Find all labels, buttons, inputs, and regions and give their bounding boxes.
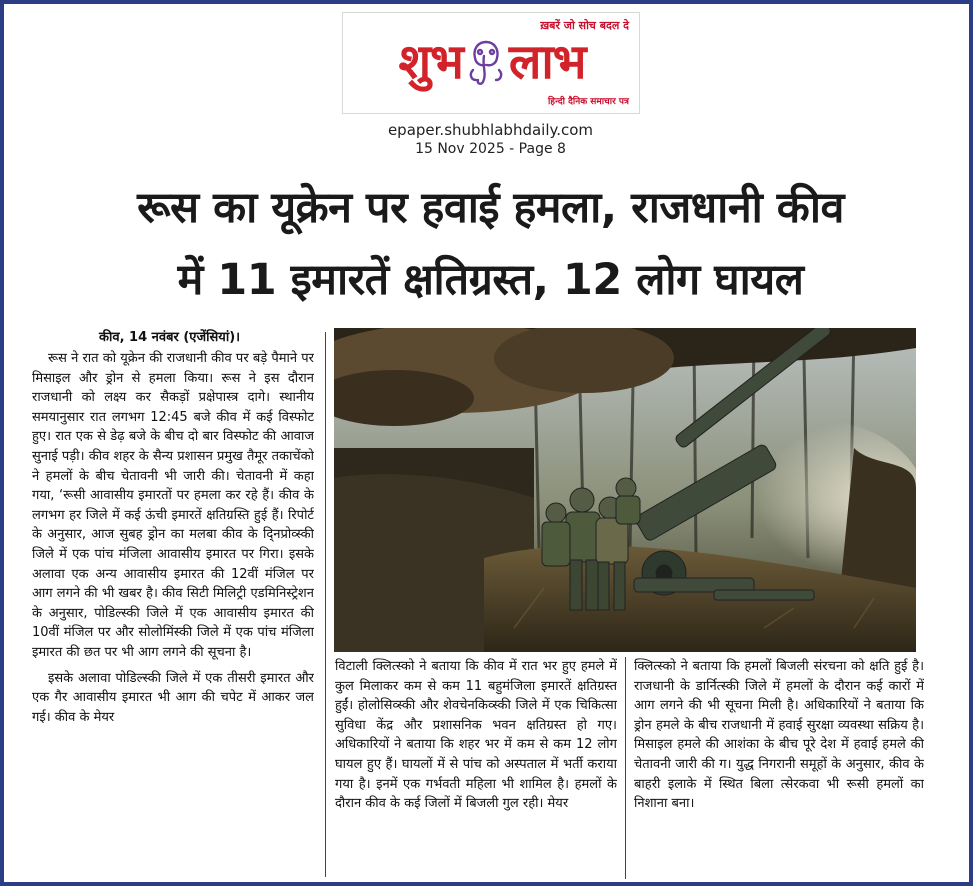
article-headline xyxy=(22,172,959,316)
masthead-logo[interactable] xyxy=(342,12,640,114)
epaper-url[interactable]: epaper.shubhlabhdaily.com xyxy=(387,121,594,139)
headline-line-2: में 11 इमारतें क्षतिग्रस्त, 12 लोग घायल xyxy=(177,255,804,305)
masthead-tagline: ख़बरें जो सोच बदल दे xyxy=(540,19,629,32)
edition-date-page: 15 Nov 2025 - Page 8 xyxy=(415,141,566,157)
article-dateline: कीव, 14 नवंबर (एजेंसियां)। xyxy=(99,330,241,345)
article-column-2 xyxy=(335,657,617,879)
column-divider xyxy=(625,657,626,879)
headline-line-1: रूस का यूक्रेन पर हवाई हमला, राजधानी कीव xyxy=(137,183,844,233)
soldiers-firing-howitzer-photo[interactable] xyxy=(334,328,916,652)
column-divider xyxy=(325,332,326,877)
column-1-paragraph-1: रूस ने रात को यूक्रेन की राजधानी कीव पर बड़े पैमाने पर मिसाइल और ड्रोन से हमला किया। रूस ने इस दौरान राजधानी को लक्ष्य कर सैकड़ों प्रक्षेपास्त्र दागे। स्थानीय समयानुसार रात लगभग 12:45 बजे कीव में कई विस्फोट हुए। रात एक से डेढ़ बजे के बीच दो बार विस्फोट की आवाज सुनाई पड़ी। कीव शहर के सैन्य प्रशासन प्रमुख तैमूर तकाचेंको ने हमलों के बीच चेतावनी भी जारी की। चेतावनी में कहा गया, ‘रूसी आवासीय इमारतों पर हमला कर रहे हैं। कीव के लगभग हर जिले में कई ऊंची इमारतें क्षतिग्रस्ति हुई हैं। रिपोर्ट के अनुसार, आज सुबह ड्रोन का मलबा कीव के दि्नप्रोव्स्की जिले में एक पांच मंजिला आवासीय इमारत पर गिरा। इसके अलावा एक अन्य आवासीय इमारत की 12वीं मंजिल पर आग लगने की भी खबर है। कीव सिटी मिलिट्री एडमिनिस्ट्रेशन के अनुसार, पोडिल्स्की जिले में एक आवासीय इमारत की 10वीं मंजिल पर और सोलोमिंस्की जिले में एक पांच मंजिला इमारत की छत पर भी आग लगने की सूचना है। xyxy=(32,351,314,660)
logo-word-right: लाभ xyxy=(508,34,586,90)
column-3-text: क्लित्स्को ने बताया कि हमलों बिजली संरचना को क्षति हुई है। राजधानी के डार्नित्स्की जिले में हमलों के दौरान कई कारों में आग लगने की भी सूचना मिली है। अधिकारियों ने बताया कि ड्रोन हमले के बीच राजधानी में हवाई सुरक्षा व्यवस्था सक्रिय है। मिसाइल हमले की आशंका के बीच पूरे देश में हवाई हमले की चेतावनी जारी की ग। युद्ध निगरानी समूहों के अनुसार, कीव के बाहरी इलाके में स्थित बिला त्सेरकवा भी रूसी हमलों का निशाना बना। xyxy=(634,659,924,812)
photo-illustration xyxy=(334,328,916,652)
logo-word-left: शुभ xyxy=(398,34,463,90)
logo-row xyxy=(349,31,635,93)
masthead-subtitle: हिन्दी दैनिक समाचार पत्र xyxy=(547,97,629,107)
column-1-paragraph-2: इसके अलावा पोडिल्स्की जिले में एक तीसरी इमारत और एक गैर आवासीय इमारत भी आग की चपेट में आकर जल गई। कीव के मेयर xyxy=(32,670,314,725)
column-2-text: विटाली क्लित्स्को ने बताया कि कीव में रात भर हुए हमले में कुल मिलाकर कम से कम 11 बहुमंजिला इमारतें क्षतिग्रस्त हुईं। होलोसिव्स्की और शेवचेनकिव्स्की जिले में एक चिकित्सा सुविधा केंद्र और प्रशासनिक भवन क्षतिग्रस्त हो गए। अधिकारियों ने बताया कि शहर भर में कम से कम 12 लोग घायल हुए हैं। घायलों में से पांच को अस्पताल में भर्ती कराया गया है। इनमें एक गर्भवती महिला भी शामिल है। हमलों के दौरान कीव के कई जिलों में बिजली गुल रही। मेयर xyxy=(335,659,617,812)
ganesha-emblem-icon xyxy=(465,36,507,88)
article-column-1 xyxy=(32,349,314,877)
article-column-3 xyxy=(634,657,924,879)
